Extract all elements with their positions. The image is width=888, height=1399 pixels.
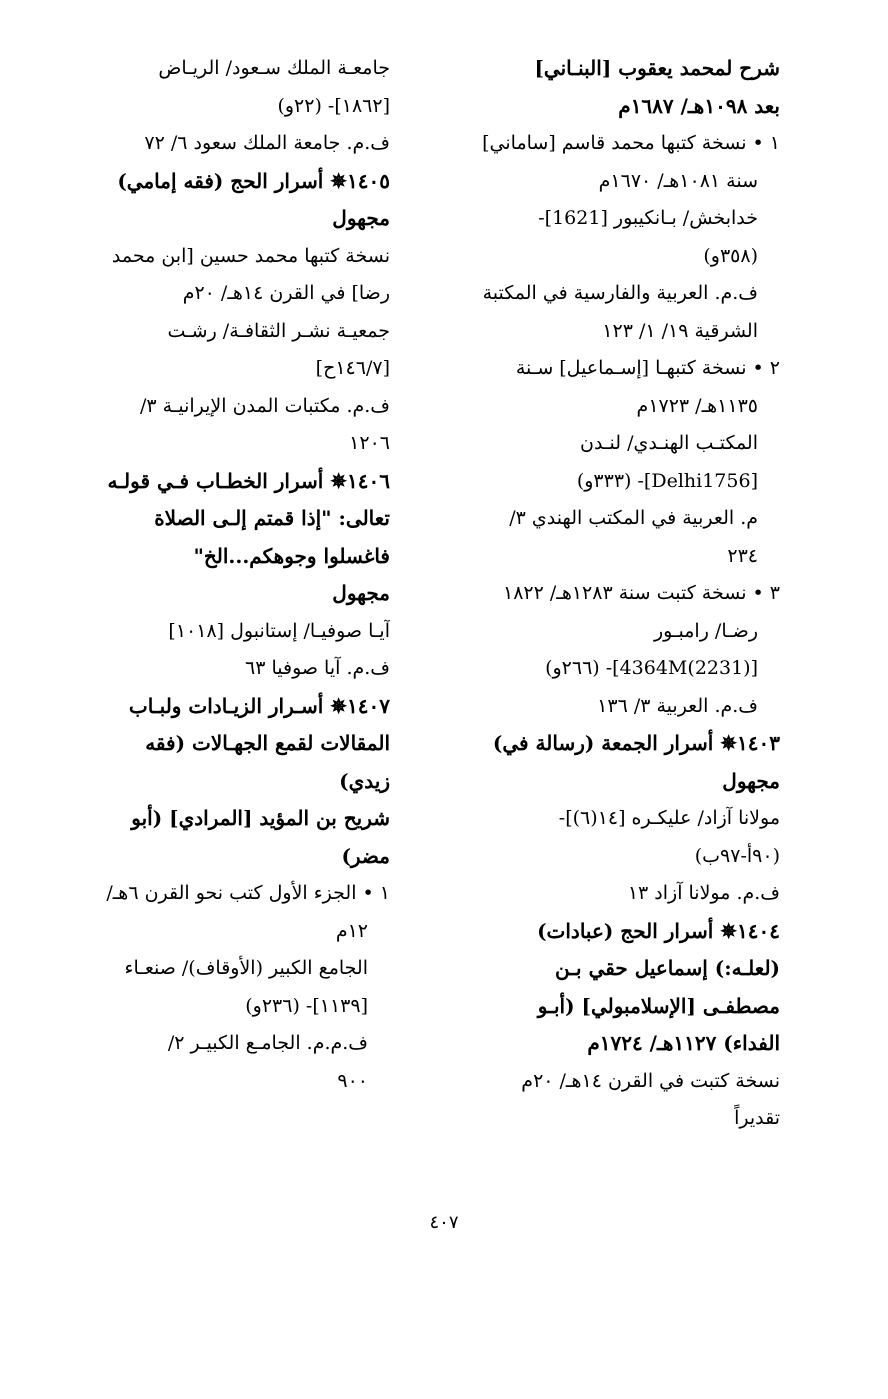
right-column-line: تقديراً [734,1107,780,1129]
right-column-line: م. العربية في المكتب الهندي ٣/ [509,507,758,529]
left-column-line: [١٤٦/٧ح] [315,357,390,379]
right-column-line: مصطفـى [الإسلامبولي] (أبـو [537,993,780,1018]
right-column-line: ١٤٠٣✵ أسرار الجمعة (رسالة في) [492,731,780,755]
left-column-line: ١٤٠٥✵ أسرار الحج (فقه إمامي) [117,168,390,193]
right-column-line: ف.م. مولانا آزاد ١٣ [627,882,780,904]
right-column-line: الفداء) ١١٢٧هـ/ ١٧٢٤م [587,1031,780,1055]
left-column-line: ١٤٠٦✵ أسرار الخطـاب فـي قولـه [107,468,390,493]
left-column-line: فاغسلوا وجوهكم...الخ" [193,543,390,568]
right-column-line: (٩٠أ-٩٧ب) [694,844,780,867]
right-column-line: (لعلـه:) إسماعيل حقي بـن [554,956,780,980]
right-column-line: ١١٣٥هـ/ ١٧٢٣م [636,394,758,417]
right-column-line: (٣٥٨و) [703,244,758,267]
right-column-line: ١٤٠٤✵ أسرار الحج (عبادات) [537,918,780,943]
left-column-line: [١٨٦٢]- (٢٢و) [277,94,390,117]
right-column-line: ٢ • نسخة كتبهـا [إسـماعيل] سـنة [515,357,780,379]
left-column-line: ١٢م [335,919,368,942]
left-column-line: المقالات لقمع الجهـالات (فقه [145,731,390,755]
right-column-line: ١ • نسخة كتبها محمد قاسم [ساماني] [482,132,780,154]
left-column-line: ١٢٠٦ [349,432,390,454]
left-column-line: رضا] في القرن ١٤هـ/ ٢٠م [182,282,390,304]
right-column-line: سنة ١٠٨١هـ/ ١٦٧٠م [598,169,758,192]
right-column-line: [Delhi1756]- (٣٣٣و) [576,469,758,492]
right-column-line: خدابخش/ بـانكيبور [1621]- [538,207,758,229]
left-column-line: تعالى: "إذا قمتم إلـى الصلاة [154,506,390,530]
right-column-line: ٣ • نسخة كتبت سنة ١٢٨٣هـ/ ١٨٢٢ [502,582,780,604]
right-column-line: [(2231)4364M]- (٢٦٦و) [545,657,758,679]
left-column-line: ف.م. آيا صوفيا ٦٣ [245,657,390,679]
right-column [445,50,780,1138]
page-number: ٤٠٧ [429,1212,459,1233]
right-column-line: الشرقية ١٩/ ١/ ١٢٣ [602,319,758,342]
left-column-line: زيدي) [339,768,390,793]
right-column-line: بعد ١٠٩٨هـ/ ١٦٨٧م [618,93,780,118]
left-column-line: شريح بن المؤيد [المرادي] (أبو [131,806,390,830]
left-column [50,50,390,1100]
left-column-line: ف.م.م. الجامـع الكبيـر ٢/ [167,1032,368,1054]
right-column-line: ف.م. العربية ٣/ ١٣٦ [597,694,758,717]
left-column-line: ١ • الجزء الأول كتب نحو القرن ٦هـ/ [106,882,390,904]
left-column-line: نسخة كتبها محمد حسين [ابن محمد [111,244,390,267]
right-column-line: رضـا/ رامبـور [653,619,758,642]
left-column-line: ١٤٠٧✵ أسـرار الزيـادات ولبـاب [128,693,390,718]
right-column-line: ف.م. العربية والفارسية في المكتبة [482,282,758,304]
left-column-line: مجهول [332,206,390,230]
left-column-line: الجامع الكبير (الأوقاف)/ صنعـاء [124,957,368,979]
left-column-line: ٩٠٠ [337,1069,368,1092]
left-column-line: جامعـة الملك سـعود/ الريـاض [158,57,390,79]
left-column-line: مجهول [332,581,390,605]
right-column-line: شرح لمحمد يعقوب [البنـاني] [534,56,780,80]
left-column-line: آيـا صوفيـا/ إستانبول [١٠١٨] [168,619,390,642]
right-column-line: المكتـب الهنـدي/ لنـدن [580,432,758,454]
right-column-line: مجهول [722,768,780,793]
left-column-line: مضر) [341,843,390,868]
left-column-line: ف.م. جامعة الملك سعود ٦/ ٧٢ [144,132,390,154]
left-column-line: جمعيـة نشـر الثقافـة/ رشـت [167,319,390,342]
right-column-line: مولانا آزاد/ عليكـره [١٤(٦)]- [558,807,780,829]
left-column-line: [١١٣٩]- (٢٣٦و) [245,994,368,1017]
right-column-line: نسخة كتبت في القرن ١٤هـ/ ٢٠م [521,1069,780,1092]
right-column-line: ٢٣٤ [727,544,758,567]
left-column-line: ف.م. مكتبات المدن الإيرانيـة ٣/ [139,394,390,417]
